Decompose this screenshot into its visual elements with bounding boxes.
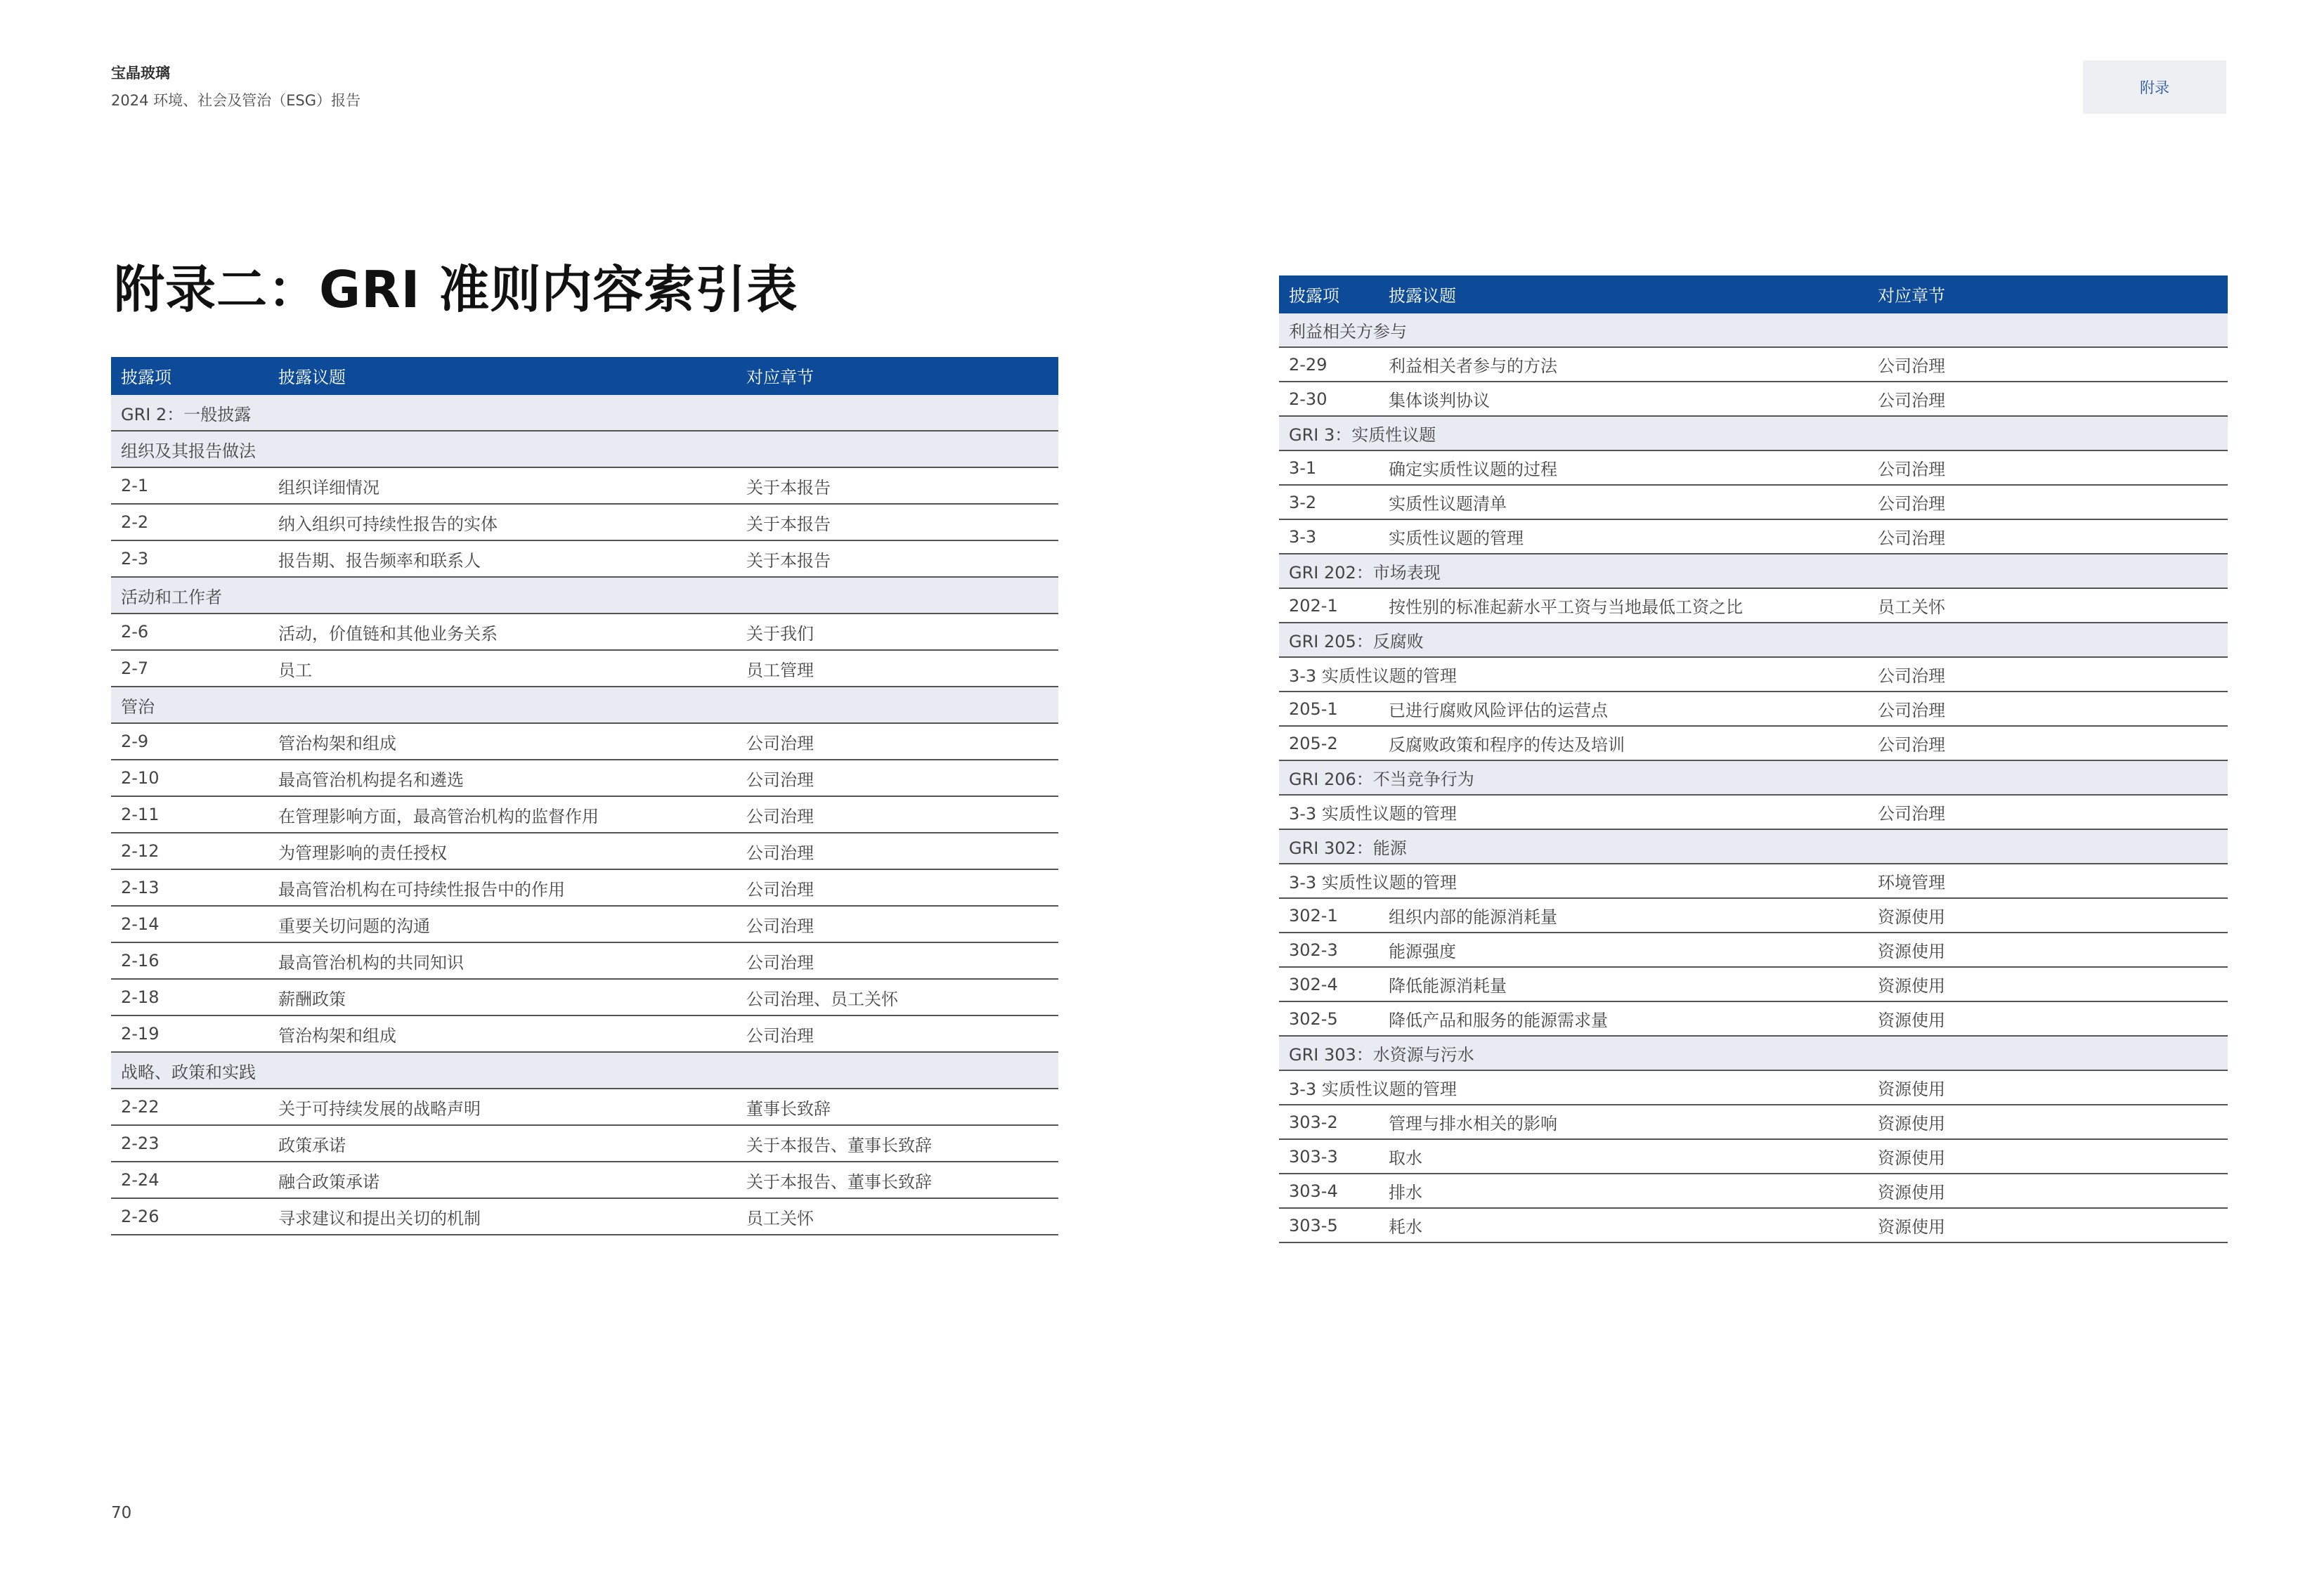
chapter-reference: 资源使用 bbox=[1868, 967, 2228, 1001]
table-header-row bbox=[111, 357, 1058, 394]
table-header-row bbox=[1279, 275, 2228, 313]
disclosure-code: 202-1 bbox=[1279, 588, 1379, 623]
column-header-topic: 披露议题 bbox=[268, 357, 736, 394]
chapter-reference: 资源使用 bbox=[1868, 1105, 2228, 1139]
disclosure-code: 2-11 bbox=[111, 796, 268, 833]
table-row bbox=[1279, 1174, 2228, 1208]
chapter-reference: 公司治理 bbox=[736, 723, 1058, 760]
chapter-reference: 公司治理、员工关怀 bbox=[736, 979, 1058, 1015]
table-row bbox=[1279, 450, 2228, 485]
chapter-reference: 关于本报告、董事长致辞 bbox=[736, 1162, 1058, 1198]
disclosure-topic: 融合政策承诺 bbox=[268, 1162, 736, 1198]
section-row bbox=[111, 1052, 1058, 1089]
disclosure-code: 2-3 bbox=[111, 540, 268, 577]
chapter-reference: 公司治理 bbox=[1868, 726, 2228, 760]
disclosure-code: 3-3 实质性议题的管理 bbox=[1279, 657, 1868, 692]
disclosure-topic: 按性别的标准起薪水平工资与当地最低工资之比 bbox=[1379, 588, 1868, 623]
disclosure-code: 3-3 实质性议题的管理 bbox=[1279, 864, 1868, 898]
disclosure-topic: 关于可持续发展的战略声明 bbox=[268, 1089, 736, 1125]
table-row bbox=[1279, 1070, 2228, 1105]
gri-index-table-right bbox=[1279, 275, 2228, 1243]
disclosure-code: 2-22 bbox=[111, 1089, 268, 1125]
table-row bbox=[1279, 692, 2228, 726]
section-label: 利益相关方参与 bbox=[1279, 313, 2228, 347]
disclosure-topic: 确定实质性议题的过程 bbox=[1379, 450, 1868, 485]
table-row bbox=[111, 1198, 1058, 1235]
section-row bbox=[111, 394, 1058, 431]
disclosure-topic: 利益相关者参与的方法 bbox=[1379, 347, 1868, 382]
chapter-reference: 公司治理 bbox=[1868, 519, 2228, 554]
disclosure-topic: 员工 bbox=[268, 650, 736, 687]
section-row bbox=[1279, 829, 2228, 864]
disclosure-topic: 降低能源消耗量 bbox=[1379, 967, 1868, 1001]
table-row bbox=[1279, 1001, 2228, 1036]
disclosure-code: 3-2 bbox=[1279, 485, 1379, 519]
table-row bbox=[111, 906, 1058, 942]
section-label: GRI 206：不当竞争行为 bbox=[1279, 760, 2228, 795]
chapter-reference: 公司治理 bbox=[1868, 347, 2228, 382]
disclosure-code: 3-3 bbox=[1279, 519, 1379, 554]
table-row bbox=[1279, 967, 2228, 1001]
disclosure-topic: 耗水 bbox=[1379, 1208, 1868, 1242]
table-row bbox=[1279, 933, 2228, 967]
chapter-reference: 资源使用 bbox=[1868, 1208, 2228, 1242]
table-row bbox=[111, 869, 1058, 906]
chapter-reference: 环境管理 bbox=[1868, 864, 2228, 898]
table-row bbox=[1279, 347, 2228, 382]
disclosure-topic: 排水 bbox=[1379, 1174, 1868, 1208]
table-row bbox=[111, 504, 1058, 540]
disclosure-topic: 已进行腐败风险评估的运营点 bbox=[1379, 692, 1868, 726]
section-label: GRI 2：一般披露 bbox=[111, 394, 1058, 431]
chapter-reference: 公司治理 bbox=[736, 942, 1058, 979]
disclosure-topic: 管治构架和组成 bbox=[268, 1015, 736, 1052]
chapter-reference: 公司治理 bbox=[1868, 450, 2228, 485]
disclosure-topic: 为管理影响的责任授权 bbox=[268, 833, 736, 869]
table-row bbox=[1279, 795, 2228, 829]
chapter-reference: 关于本报告 bbox=[736, 467, 1058, 504]
disclosure-code: 205-2 bbox=[1279, 726, 1379, 760]
chapter-reference: 关于本报告、董事长致辞 bbox=[736, 1125, 1058, 1162]
disclosure-topic: 最高管治机构在可持续性报告中的作用 bbox=[268, 869, 736, 906]
table-row bbox=[1279, 864, 2228, 898]
disclosure-code: 2-2 bbox=[111, 504, 268, 540]
chapter-reference: 资源使用 bbox=[1868, 1001, 2228, 1036]
disclosure-topic: 实质性议题清单 bbox=[1379, 485, 1868, 519]
table-row bbox=[1279, 1208, 2228, 1242]
disclosure-code: 303-5 bbox=[1279, 1208, 1379, 1242]
disclosure-code: 2-6 bbox=[111, 614, 268, 650]
section-row bbox=[111, 577, 1058, 614]
section-label: GRI 303：水资源与污水 bbox=[1279, 1036, 2228, 1070]
section-label: GRI 302：能源 bbox=[1279, 829, 2228, 864]
section-row bbox=[1279, 623, 2228, 657]
table-row bbox=[111, 796, 1058, 833]
section-row bbox=[111, 687, 1058, 723]
section-label: 组织及其报告做法 bbox=[111, 431, 1058, 467]
chapter-reference: 公司治理 bbox=[1868, 485, 2228, 519]
disclosure-topic: 能源强度 bbox=[1379, 933, 1868, 967]
page-number: 70 bbox=[111, 1504, 132, 1522]
section-label: GRI 202：市场表现 bbox=[1279, 554, 2228, 588]
section-row bbox=[1279, 416, 2228, 450]
disclosure-topic: 反腐败政策和程序的传达及培训 bbox=[1379, 726, 1868, 760]
table-row bbox=[111, 723, 1058, 760]
chapter-reference: 公司治理 bbox=[1868, 657, 2228, 692]
disclosure-topic: 重要关切问题的沟通 bbox=[268, 906, 736, 942]
table-row bbox=[1279, 726, 2228, 760]
disclosure-topic: 寻求建议和提出关切的机制 bbox=[268, 1198, 736, 1235]
disclosure-code: 302-3 bbox=[1279, 933, 1379, 967]
disclosure-topic: 实质性议题的管理 bbox=[1379, 519, 1868, 554]
brand-name: 宝晶玻璃 bbox=[111, 65, 170, 82]
chapter-reference: 公司治理 bbox=[1868, 795, 2228, 829]
chapter-reference: 员工关怀 bbox=[736, 1198, 1058, 1235]
disclosure-code: 303-3 bbox=[1279, 1139, 1379, 1174]
table-row bbox=[1279, 898, 2228, 933]
table-row bbox=[1279, 1105, 2228, 1139]
table-row bbox=[1279, 519, 2228, 554]
disclosure-topic: 集体谈判协议 bbox=[1379, 382, 1868, 416]
chapter-reference: 关于我们 bbox=[736, 614, 1058, 650]
table-row bbox=[111, 1089, 1058, 1125]
chapter-reference: 董事长致辞 bbox=[736, 1089, 1058, 1125]
column-header-chapter: 对应章节 bbox=[736, 357, 1058, 394]
chapter-reference: 员工管理 bbox=[736, 650, 1058, 687]
disclosure-topic: 最高管治机构的共同知识 bbox=[268, 942, 736, 979]
section-label: GRI 205：反腐败 bbox=[1279, 623, 2228, 657]
disclosure-topic: 报告期、报告频率和联系人 bbox=[268, 540, 736, 577]
chapter-reference: 公司治理 bbox=[736, 796, 1058, 833]
gri-index-table-left bbox=[111, 357, 1058, 1235]
table-row bbox=[1279, 657, 2228, 692]
table-row bbox=[1279, 485, 2228, 519]
disclosure-topic: 管理与排水相关的影响 bbox=[1379, 1105, 1868, 1139]
disclosure-code: 302-4 bbox=[1279, 967, 1379, 1001]
table-row bbox=[111, 1125, 1058, 1162]
chapter-reference: 公司治理 bbox=[736, 906, 1058, 942]
chapter-reference: 公司治理 bbox=[736, 760, 1058, 796]
disclosure-code: 2-19 bbox=[111, 1015, 268, 1052]
table-row bbox=[111, 979, 1058, 1015]
chapter-reference: 资源使用 bbox=[1868, 1070, 2228, 1105]
section-label: GRI 3：实质性议题 bbox=[1279, 416, 2228, 450]
page-title: 附录二：GRI 准则内容索引表 bbox=[114, 260, 798, 319]
disclosure-code: 302-5 bbox=[1279, 1001, 1379, 1036]
chapter-reference: 公司治理 bbox=[1868, 382, 2228, 416]
table-row bbox=[1279, 382, 2228, 416]
disclosure-code: 3-1 bbox=[1279, 450, 1379, 485]
disclosure-topic: 组织详细情况 bbox=[268, 467, 736, 504]
disclosure-code: 2-1 bbox=[111, 467, 268, 504]
disclosure-code: 2-7 bbox=[111, 650, 268, 687]
disclosure-topic: 管治构架和组成 bbox=[268, 723, 736, 760]
disclosure-topic: 在管理影响方面，最高管治机构的监督作用 bbox=[268, 796, 736, 833]
disclosure-code: 2-24 bbox=[111, 1162, 268, 1198]
disclosure-code: 2-10 bbox=[111, 760, 268, 796]
disclosure-topic: 取水 bbox=[1379, 1139, 1868, 1174]
disclosure-topic: 组织内部的能源消耗量 bbox=[1379, 898, 1868, 933]
chapter-reference: 关于本报告 bbox=[736, 504, 1058, 540]
disclosure-topic: 纳入组织可持续性报告的实体 bbox=[268, 504, 736, 540]
table-row bbox=[111, 1015, 1058, 1052]
table-row bbox=[111, 833, 1058, 869]
section-row bbox=[1279, 1036, 2228, 1070]
column-header-code: 披露项 bbox=[1279, 275, 1379, 313]
section-row bbox=[111, 431, 1058, 467]
chapter-reference: 公司治理 bbox=[736, 833, 1058, 869]
section-row bbox=[1279, 554, 2228, 588]
table-row bbox=[111, 1162, 1058, 1198]
column-header-topic: 披露议题 bbox=[1379, 275, 1868, 313]
disclosure-code: 2-16 bbox=[111, 942, 268, 979]
table-row bbox=[111, 540, 1058, 577]
disclosure-code: 2-13 bbox=[111, 869, 268, 906]
table-row bbox=[111, 467, 1058, 504]
chapter-reference: 公司治理 bbox=[736, 1015, 1058, 1052]
section-label: 战略、政策和实践 bbox=[111, 1052, 1058, 1089]
disclosure-topic: 政策承诺 bbox=[268, 1125, 736, 1162]
table-row bbox=[111, 942, 1058, 979]
section-row bbox=[1279, 760, 2228, 795]
disclosure-code: 2-29 bbox=[1279, 347, 1379, 382]
disclosure-code: 205-1 bbox=[1279, 692, 1379, 726]
disclosure-code: 303-4 bbox=[1279, 1174, 1379, 1208]
chapter-reference: 资源使用 bbox=[1868, 1139, 2228, 1174]
table-row bbox=[111, 760, 1058, 796]
disclosure-code: 3-3 实质性议题的管理 bbox=[1279, 1070, 1868, 1105]
table-row bbox=[1279, 588, 2228, 623]
column-header-chapter: 对应章节 bbox=[1868, 275, 2228, 313]
section-label: 活动和工作者 bbox=[111, 577, 1058, 614]
disclosure-topic: 活动，价值链和其他业务关系 bbox=[268, 614, 736, 650]
disclosure-code: 2-30 bbox=[1279, 382, 1379, 416]
report-title: 2024 环境、社会及管治（ESG）报告 bbox=[111, 92, 361, 109]
chapter-reference: 员工关怀 bbox=[1868, 588, 2228, 623]
chapter-reference: 公司治理 bbox=[736, 869, 1058, 906]
section-label: 管治 bbox=[111, 687, 1058, 723]
disclosure-code: 302-1 bbox=[1279, 898, 1379, 933]
disclosure-code: 2-26 bbox=[111, 1198, 268, 1235]
table-row bbox=[111, 650, 1058, 687]
disclosure-code: 2-14 bbox=[111, 906, 268, 942]
chapter-reference: 公司治理 bbox=[1868, 692, 2228, 726]
table-row bbox=[111, 614, 1058, 650]
disclosure-code: 3-3 实质性议题的管理 bbox=[1279, 795, 1868, 829]
section-badge[interactable]: 附录 bbox=[2083, 60, 2226, 114]
disclosure-code: 2-23 bbox=[111, 1125, 268, 1162]
chapter-reference: 资源使用 bbox=[1868, 898, 2228, 933]
section-row bbox=[1279, 313, 2228, 347]
chapter-reference: 资源使用 bbox=[1868, 1174, 2228, 1208]
table-row bbox=[1279, 1139, 2228, 1174]
disclosure-topic: 降低产品和服务的能源需求量 bbox=[1379, 1001, 1868, 1036]
disclosure-topic: 最高管治机构提名和遴选 bbox=[268, 760, 736, 796]
disclosure-code: 2-18 bbox=[111, 979, 268, 1015]
chapter-reference: 资源使用 bbox=[1868, 933, 2228, 967]
column-header-code: 披露项 bbox=[111, 357, 268, 394]
disclosure-code: 2-9 bbox=[111, 723, 268, 760]
chapter-reference: 关于本报告 bbox=[736, 540, 1058, 577]
disclosure-code: 2-12 bbox=[111, 833, 268, 869]
disclosure-code: 303-2 bbox=[1279, 1105, 1379, 1139]
disclosure-topic: 薪酬政策 bbox=[268, 979, 736, 1015]
